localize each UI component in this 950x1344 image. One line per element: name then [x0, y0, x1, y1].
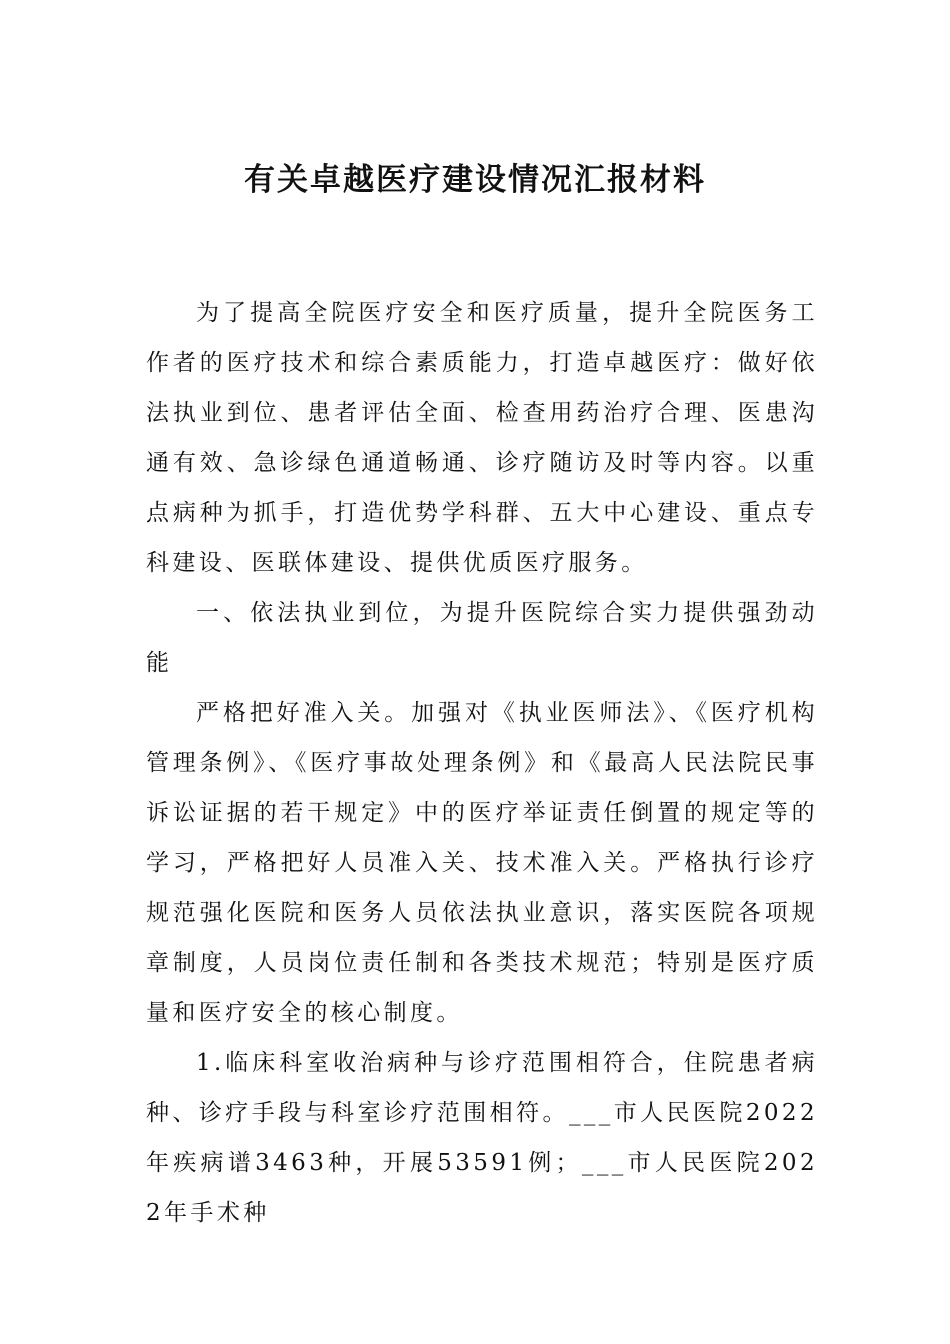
intro-paragraph: 为了提高全院医疗安全和医疗质量，提升全院医务工作者的医疗技术和综合素质能力，打造卓越医疗：做好依法执业到位、患者评估全面、检查用药治疗合理、医患沟通有效、急诊绿色通道畅通、诊疗随访及时等内容。以重点病种为抓手，打造优势学科群、五大中心建设、重点专科建设、医联体建设、提供优质医疗服务。: [146, 300, 818, 576]
body-paragraph: 严格把好准入关。加强对《执业医师法》、《医疗机构管理条例》、《医疗事故处理条例》和《最高人民法院民事诉讼证据的若干规定》中的医疗举证责任倒置的规定等的学习，严格把好人员准入关、技术准入关。严格执行诊疗规范强化医院和医务人员依法执业意识，落实医院各项规章制度，人员岗位责任制和各类技术规范；特别是医疗质量和医疗安全的核心制度。: [146, 700, 818, 1026]
document-body: [146, 288, 818, 1238]
document-title: 有关卓越医疗建设情况汇报材料: [244, 162, 706, 198]
section-heading-1: 一、依法执业到位，为提升医院综合实力提供强劲动能: [146, 600, 818, 676]
numbered-paragraph-1: 1.临床科室收治病种与诊疗范围相符合，住院患者病种、诊疗手段与科室诊疗范围相符。___市人民医院2022年疾病谱3463种，开展53591例；___市人民医院2022年手术种: [146, 1050, 818, 1226]
